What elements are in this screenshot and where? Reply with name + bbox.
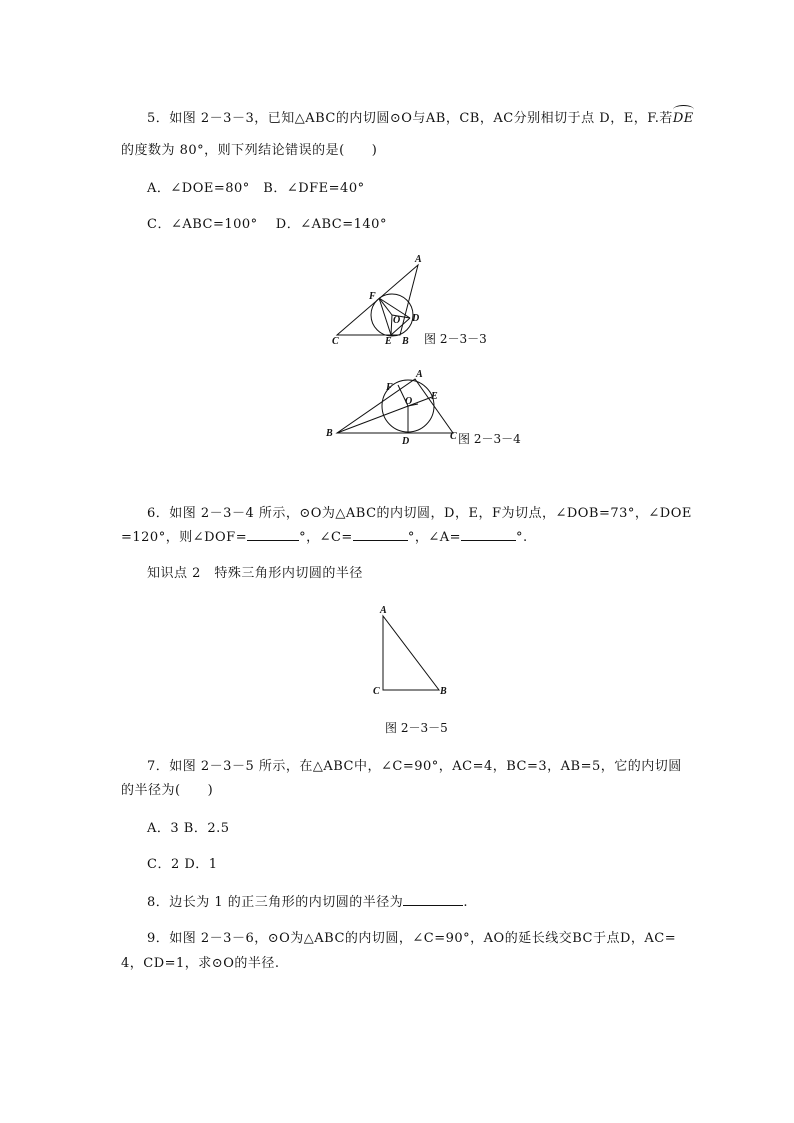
q6-blank-c[interactable] (353, 528, 408, 541)
q6-text-a: =120°，则∠DOF= (121, 530, 248, 545)
figure-2-3-4 (337, 379, 453, 433)
q9-stem-line1: 9．如图 2－3－6，⊙O为△ABC的内切圆，∠C=90°，AO的延长线交BC于点D，AC= (147, 931, 677, 946)
fig235-label-b: B (440, 686, 447, 697)
fig233-radius-oe (391, 315, 392, 335)
figure-2-3-3 (337, 265, 418, 336)
q5-stem-text: 5．如图 2－3－3，已知△ABC的内切圆⊙O与AB，CB，AC分别相切于点 D，E，F.若 (147, 111, 673, 126)
q8-blank[interactable] (403, 893, 463, 906)
fig235-caption: 图 2－3－5 (385, 721, 448, 735)
fig233-label-c: C (332, 336, 339, 347)
q6-text-b: °，∠C= (299, 530, 353, 545)
fig233-label-e: E (385, 336, 392, 347)
fig234-segment-be (337, 397, 432, 433)
q6-text-c: °，∠A= (407, 530, 462, 545)
fig235-label-a: A (380, 605, 387, 616)
fig233-chord-fe (379, 298, 391, 335)
fig234-label-e: E (431, 391, 438, 402)
fig233-label-b: B (402, 336, 409, 347)
fig234-label-d: D (402, 436, 410, 447)
fig233-label-o: O (393, 315, 401, 326)
q8-end: . (463, 895, 468, 910)
q6-stem-line1: 6．如图 2－3－4 所示，⊙O为△ABC的内切圆，D，E，F为切点，∠DOB=73°，∠DOE (147, 506, 692, 521)
fig234-label-f: F (386, 382, 393, 393)
fig234-label-b: B (326, 428, 333, 439)
fig235-right-triangle (383, 616, 439, 690)
figure-2-3-5 (383, 616, 439, 690)
q6-blank-a[interactable] (461, 528, 516, 541)
fig233-radius-of (379, 298, 392, 315)
q5-option-cd: C．∠ABC=100° D．∠ABC=140° (147, 217, 387, 232)
q8-text: 8．边长为 1 的正三角形的内切圆的半径为 (147, 895, 404, 910)
section-heading: 知识点 2 特殊三角形内切圆的半径 (147, 566, 363, 581)
q5-option-ab: A．∠DOE=80° B．∠DFE=40° (147, 181, 365, 196)
fig233-label-a: A (415, 254, 422, 265)
q6-blank-dof[interactable] (247, 528, 299, 541)
q8-stem (147, 893, 468, 912)
fig233-label-f: F (369, 291, 376, 302)
fig233-caption: 图 2－3－3 (424, 332, 487, 346)
q5-stem-line2: 的度数为 80°，则下列结论错误的是( ) (121, 143, 378, 158)
q6-stem-line2 (121, 528, 528, 547)
q9-stem-line2: 4，CD=1，求⊙O的半径. (121, 956, 280, 971)
fig234-label-o: O (405, 396, 413, 407)
q7-stem-line1: 7．如图 2－3－5 所示，在△ABC中，∠C=90°，AC=4，BC=3，AB=5，它的内切圆 (147, 759, 682, 774)
fig234-caption: 图 2－3－4 (458, 432, 521, 446)
q7-stem-line2: 的半径为( ) (121, 783, 214, 798)
fig234-triangle (337, 379, 453, 433)
fig235-label-c: C (373, 686, 380, 697)
q5-arc-label: DE (672, 111, 694, 126)
fig234-label-a: A (416, 369, 423, 380)
q7-option-ab: A．3 B．2.5 (147, 821, 230, 836)
fig234-label-c: C (450, 431, 457, 442)
q6-text-d: °. (516, 530, 528, 545)
fig233-label-d: D (412, 313, 420, 324)
q7-option-cd: C．2 D．1 (147, 857, 218, 872)
